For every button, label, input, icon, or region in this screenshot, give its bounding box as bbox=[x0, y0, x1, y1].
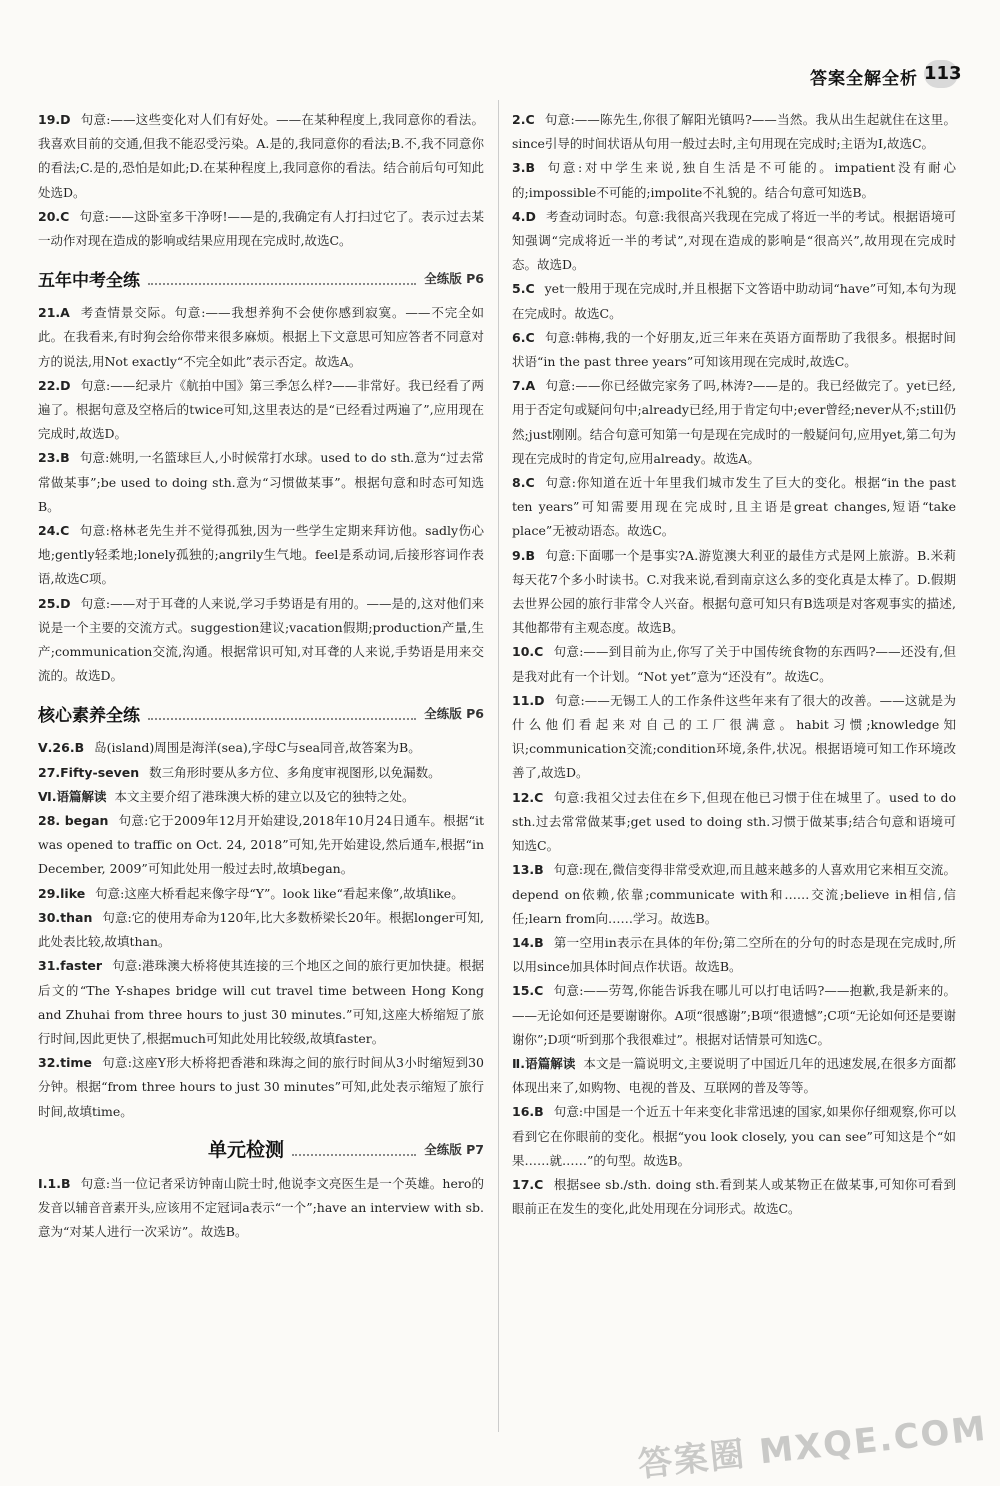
page-header bbox=[0, 56, 1000, 90]
column-divider bbox=[498, 100, 499, 1432]
answer-text: 句意:这座大桥看起来像字母“Y”。look like“看起来像”,故填like。 bbox=[95, 885, 464, 901]
answer-item bbox=[38, 301, 484, 374]
answer-number: 11.D bbox=[512, 692, 545, 708]
answer-number: 21.A bbox=[38, 305, 70, 321]
answer-number: 25.D bbox=[38, 595, 71, 611]
answer-text: 句意:——对于耳聋的人来说,学习手势语是有用的。——是的,这对他们来说是一个主要的交流方式。suggestion建议;vacation假期;production产量,生产;communication交流,沟通。根据常识可知,对耳聋的人来说,手势语是用来交流的。故选D。 bbox=[38, 595, 484, 684]
answer-item bbox=[512, 108, 956, 156]
answer-text: 根据see sb./sth. doing sth.看到某人或某物正在做某事,可知你可看到眼前正在发生的变化,此处用现在分词形式。故选C。 bbox=[512, 1176, 956, 1217]
answer-number: Ⅱ.语篇解读 bbox=[512, 1055, 576, 1071]
dotted-leader bbox=[148, 271, 416, 285]
answer-item bbox=[512, 979, 956, 1052]
answer-text: 第一空用in表示在具体的年份;第二空所在的分句的时态是现在完成时,所以用since加具体时间点作状语。故选B。 bbox=[512, 934, 956, 975]
answer-text: 句意:——陈先生,你很了解阳光镇吗?——当然。我从出生起就住在这里。since引导的时间状语从句用一般过去时,主句用现在完成时;主语为I,故选C。 bbox=[512, 112, 956, 152]
answer-item bbox=[38, 1172, 484, 1245]
answer-text: 句意:——劳驾,你能告诉我在哪儿可以打电话吗?——抱歉,我是新来的。——无论如何还是要谢谢你。A项“很感谢”;B项“很遗憾”;C项“无论如何还是要谢谢你”;D项“听到那个我很难过”。根据对话情景可知选C。 bbox=[512, 983, 956, 1047]
answer-item bbox=[38, 761, 484, 785]
answer-number: 4.D bbox=[512, 208, 536, 224]
answer-list bbox=[38, 1172, 484, 1245]
dotted-leader bbox=[292, 1142, 416, 1156]
page-number-badge: 113 bbox=[924, 60, 958, 88]
section-title: 核心素养全练 bbox=[38, 705, 140, 726]
answer-text: 句意:——这卧室多干净呀!——是的,我确定有人打扫过它了。表示过去某一动作对现在造成的影响或结果应用现在完成时,故选C。 bbox=[38, 208, 484, 249]
answer-text: 岛(island)周围是海洋(sea),字母C与sea同音,故答案为B。 bbox=[94, 740, 421, 756]
answer-item bbox=[38, 1051, 484, 1124]
answer-text: 句意:中国是一个近五十年来变化非常迅速的国家,如果你仔细观察,你可以看到它在你眼前的变化。根据“you look closely, you can see”可知这是个“如果……就……”的句型。故选B。 bbox=[512, 1104, 956, 1168]
answer-text: 考查情景交际。句意:——我想养狗不会使你感到寂寞。——不完全如此。在我看来,有时狗会给你带来很多麻烦。根据上下文意思可知应答者不同意对方的说法,用Not exactly“不完全如此”表示否定。故选A。 bbox=[38, 305, 484, 369]
answer-number: 27.Fifty-seven bbox=[38, 764, 140, 780]
right-column bbox=[512, 108, 956, 1221]
answer-text: 句意:——到目前为止,你写了关于中国传统食物的东西吗?——还没有,但是我对此有一个计划。“Not yet”意为“还没有”。故选C。 bbox=[512, 644, 956, 684]
answer-text: 句意:——纪录片《航拍中国》第三季怎么样?——非常好。我已经看了两遍了。根据句意及空格后的twice可知,这里表达的是“已经看过两遍了”,应用现在完成时,故选D。 bbox=[38, 377, 484, 442]
answer-text: 句意:——无锡工人的工作条件这些年来有了很大的改善。——这就是为什么他们看起来对自己的工厂很满意。habit习惯;knowledge知识;communication交流;condition环境,条件,状况。根据语境可知工作环境改善了,故选D。 bbox=[512, 692, 956, 781]
answer-item bbox=[512, 689, 956, 786]
answer-list bbox=[38, 301, 484, 688]
answer-text: 数三角形时要从多方位、多角度审视图形,以免漏数。 bbox=[149, 764, 441, 780]
answer-text: 句意:这座Y形大桥将把香港和珠海之间的旅行时间从3小时缩短到30分钟。根据“from three hours to just 30 minutes”可知,此处表示缩短了旅行时间,故填time。 bbox=[38, 1055, 484, 1119]
answer-item bbox=[512, 1173, 956, 1221]
answer-text: 句意:——这些变化对人们有好处。——在某种程度上,我同意你的看法。我喜欢目前的交通,但我不能忍受污染。A.是的,我同意你的看法;B.不,我不同意你的看法;C.是的,恐怕是如此;D.在某种程度上,我同意你的看法。结合前后句可知此处选D。 bbox=[38, 112, 484, 200]
answer-item bbox=[512, 374, 956, 471]
answer-item bbox=[38, 519, 484, 592]
answer-item bbox=[512, 786, 956, 859]
answer-item bbox=[38, 374, 484, 447]
answer-number: 2.C bbox=[512, 112, 535, 127]
answer-number: 16.B bbox=[512, 1104, 544, 1120]
answer-number: 8.C bbox=[512, 475, 535, 491]
answer-item bbox=[38, 906, 484, 954]
section-ref: 全练版 P7 bbox=[424, 1141, 484, 1157]
answer-text: 句意:格林老先生并不觉得孤独,因为一些学生定期来拜访他。sadly伤心地;gently轻柔地;lonely孤独的;angrily生气地。feel是系动词,后接形容词作表语,故选C项。 bbox=[38, 523, 484, 587]
answer-item bbox=[38, 882, 484, 906]
answer-text: 本文主要介绍了港珠澳大桥的建立以及它的独特之处。 bbox=[114, 788, 415, 804]
answer-text: 句意:你知道在近十年里我们城市发生了巨大的变化。根据“in the past ten years”可知需要用现在完成时,且主语是great changes,短语“take place”无被动语态。故选C。 bbox=[512, 475, 956, 539]
section-header-hexin bbox=[38, 698, 484, 728]
answer-text: 句意:它于2009年12月开始建设,2018年10月24日通车。根据“it was opened to traffic on Oct. 24, 2018”可知,先开始建设,然后通车,根据“in December, 2009”可知此处用一般过去时,故填began。 bbox=[38, 813, 485, 877]
answer-item bbox=[512, 156, 956, 204]
answer-number: 15.C bbox=[512, 983, 544, 999]
answer-list bbox=[38, 736, 484, 1123]
answer-number: 29.like bbox=[38, 885, 86, 901]
answer-number: 14.B bbox=[512, 934, 544, 950]
reading-note bbox=[38, 785, 484, 809]
header-title: 答案全解全析 bbox=[810, 69, 918, 89]
answer-number: 28. began bbox=[38, 813, 109, 829]
answer-item bbox=[38, 592, 484, 689]
answer-item bbox=[38, 954, 484, 1051]
answer-number: 5.C bbox=[512, 281, 535, 297]
answer-number: Ⅵ.语篇解读 bbox=[38, 788, 107, 804]
section-ref: 全练版 P6 bbox=[424, 271, 484, 287]
answer-number: 20.C bbox=[38, 208, 70, 224]
answer-text: 考查动词时态。句意:我很高兴我现在完成了将近一半的考试。根据语境可知强调“完成将近一半的考试”,对现在造成的影响是“很高兴”,故用现在完成时态。故选D。 bbox=[512, 208, 956, 273]
answer-number: 10.C bbox=[512, 644, 544, 660]
answer-item bbox=[38, 108, 484, 205]
dotted-leader bbox=[148, 706, 416, 720]
answer-item bbox=[38, 736, 484, 760]
answer-text: 本文是一篇说明文,主要说明了中国近几年的迅速发展,在很多方面都体现出来了,如购物、电视的普及、互联网的普及等等。 bbox=[512, 1055, 957, 1096]
answer-text: 句意:我祖父过去住在乡下,但现在他已习惯于住在城里了。used to do sth.过去常常做某事;get used to doing sth.习惯于做某事;结合句意和语境可知选C。 bbox=[512, 789, 956, 854]
answer-item bbox=[512, 640, 956, 688]
answer-item bbox=[38, 205, 484, 253]
answer-number: 17.C bbox=[512, 1176, 544, 1192]
section-header-danyuan bbox=[38, 1134, 484, 1164]
answer-item bbox=[512, 205, 956, 278]
answer-text: 句意:港珠澳大桥将使其连接的三个地区之间的旅行更加快捷。根据后文的“The Y-shapes bridge will cut travel time between Hong Kong and Zhuhai from three hours to just 30 minutes.”可知,这座大桥缩短了旅行时间,因此更快了,根据much可知此处用比较级,故填faster。 bbox=[38, 958, 484, 1046]
answer-number: 24.C bbox=[38, 523, 70, 539]
answer-number: 30.than bbox=[38, 909, 93, 925]
answer-number: 32.time bbox=[38, 1055, 92, 1071]
answer-number: 31.faster bbox=[38, 958, 103, 974]
answer-list bbox=[512, 108, 956, 1221]
watermark-logo: 答案圈 MXQE.COM bbox=[636, 1408, 990, 1486]
answer-list bbox=[38, 108, 484, 253]
answer-text: 句意:对中学生来说,独自生活是不可能的。impatient没有耐心的;impossible不可能的;impolite不礼貌的。结合句意可知选B。 bbox=[512, 160, 956, 200]
answer-number: 6.C bbox=[512, 329, 535, 345]
answer-number: 13.B bbox=[512, 862, 544, 878]
reading-note bbox=[512, 1052, 956, 1100]
answer-item bbox=[38, 809, 484, 882]
answer-text: 句意:下面哪一个是事实?A.游览澳大利亚的最佳方式是网上旅游。B.米莉每天花7个多小时读书。C.对我来说,看到南京这么多的变化真是太棒了。D.假期去世界公园的旅行非常令人兴奋。根据句意可知只有B选项是对客观事实的描述,其他都带有主观态度。故选B。 bbox=[512, 547, 956, 636]
answer-item bbox=[512, 277, 956, 325]
answer-number: 22.D bbox=[38, 377, 71, 393]
answer-text: 句意:现在,微信变得非常受欢迎,而且越来越多的人喜欢用它来相互交流。depend on依赖,依靠;communicate with和……交流;believe in相信,信任;learn from向……学习。故选B。 bbox=[512, 862, 956, 926]
answer-text: 句意:——你已经做完家务了吗,林涛?——是的。我已经做完了。yet已经,用于否定句或疑问句中;already已经,用于肯定句中;ever曾经;never从不;still仍然;just刚刚。结合句意可知第一句是现在完成时的一般疑问句,应用yet,第二句为现在完成时的肯定句,应用already。故选A。 bbox=[512, 378, 956, 466]
answer-number: 23.B bbox=[38, 450, 70, 466]
answer-text: yet一般用于现在完成时,并且根据下文答语中助动词“have”可知,本句为现在完成时。故选C。 bbox=[512, 281, 956, 321]
answer-text: 句意:姚明,一名篮球巨人,小时候常打水球。used to do sth.意为“过去常常做某事”;be used to doing sth.意为“习惯做某事”。根据句意和时态可知选B。 bbox=[38, 450, 484, 514]
answer-item bbox=[512, 1100, 956, 1173]
answer-number: 7.A bbox=[512, 378, 536, 394]
answer-number: 3.B bbox=[512, 160, 535, 176]
section-title: 五年中考全练 bbox=[38, 270, 140, 291]
answer-item bbox=[512, 326, 956, 374]
answer-item bbox=[512, 544, 956, 641]
left-column bbox=[38, 108, 484, 1244]
answer-number: 12.C bbox=[512, 789, 544, 805]
section-header-wunian bbox=[38, 263, 484, 293]
section-ref: 全练版 P6 bbox=[424, 706, 484, 722]
answer-number: Ⅰ.1.B bbox=[38, 1175, 71, 1191]
answer-number: Ⅴ.26.B bbox=[38, 740, 85, 756]
answer-item bbox=[38, 446, 484, 519]
section-title: 单元检测 bbox=[208, 1139, 285, 1162]
answer-number: 9.B bbox=[512, 547, 535, 563]
answer-text: 句意:韩梅,我的一个好朋友,近三年来在英语方面帮助了我很多。根据时间状语“in the past three years”可知该用现在完成时,故选C。 bbox=[512, 329, 956, 370]
answer-item bbox=[512, 858, 956, 931]
answer-number: 19.D bbox=[38, 112, 71, 127]
answer-item bbox=[512, 471, 956, 544]
answer-text: 句意:它的使用寿命为120年,比大多数桥梁长20年。根据longer可知,此处表比较,故填than。 bbox=[38, 909, 484, 950]
answer-text: 句意:当一位记者采访钟南山院士时,他说李文亮医生是一个英雄。hero的发音以辅音音素开头,应该用不定冠词a表示“一个”;have an interview with sb.意为“对某人进行一次采访”。故选B。 bbox=[38, 1175, 484, 1240]
answer-item bbox=[512, 931, 956, 979]
